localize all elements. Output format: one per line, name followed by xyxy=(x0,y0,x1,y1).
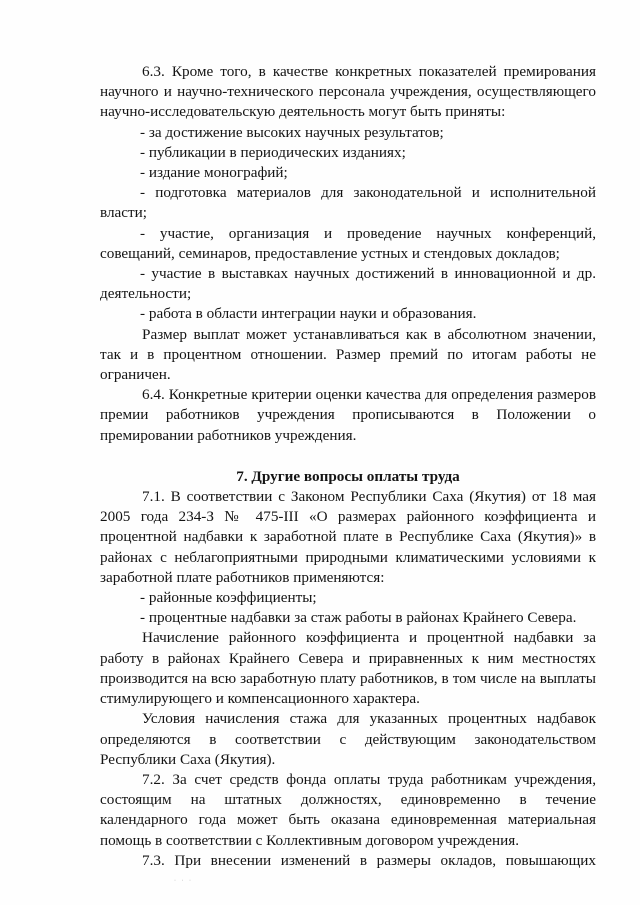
section-heading-7: 7. Другие вопросы оплаты труда xyxy=(236,467,460,485)
list-item: - участие, организация и проведение научных конференций, совещаний, семинаров, предоставление устных и стендовых докладов; xyxy=(100,224,596,262)
paragraph-7-3: 7.3. При внесении изменений в размеры окладов, повышающих xyxy=(142,851,596,869)
paragraph-conditions: Условия начисления стажа для указанных процентных надбавок определяются в соответствии с действующим законодательством Республики Саха (Якутия). xyxy=(100,710,596,768)
paragraph-accrual: Начисление районного коэффициента и процентной надбавки за работу в районах Крайнего Севера и приравненных к ним местностях производится на всю заработную плату работников, в том числе на выплаты стимулирующего и компенсационного характера. xyxy=(100,629,596,708)
paragraph-6-3: 6.3. Кроме того, в качестве конкретных показателей премирования научного и научно-технического персонала учреждения, осуществляющего научно-исследовательскую деятельность могут быть приняты: xyxy=(100,63,596,121)
list-item: - участие в выставках научных достижений в инновационной и др. деятельности; xyxy=(100,265,596,303)
list-item: - публикации в периодических изданиях; xyxy=(140,143,406,161)
list-item: - издание монографий; xyxy=(140,164,288,182)
list-item: - работа в области интеграции науки и образования. xyxy=(140,305,477,323)
list-item: - процентные надбавки за стаж работы в районах Крайнего Севера. xyxy=(140,609,577,627)
paragraph-7-1: 7.1. В соответствии с Законом Республики Саха (Якутия) от 18 мая 2005 года 234-З № 475-III «О размерах районного коэффициента и процентной надбавки к заработной плате в Республике Саха (Якутия)» в районах с неблагоприятными природными климатическими условиями к заработной плате работников применяются: xyxy=(100,488,596,586)
list-item: - подготовка материалов для законодательной и исполнительной власти; xyxy=(100,184,596,222)
paragraph-7-2: 7.2. За счет средств фонда оплаты труда работникам учреждения, состоящим на штатных должностях, единовременно в течение календарного года может быть оказана единовременная материальная помощь в соответствии с Коллективным договором учреждения. xyxy=(100,770,596,849)
list-item: - за достижение высоких научных результатов; xyxy=(140,123,444,141)
scan-speck: · · · xyxy=(174,878,193,884)
paragraph-payments: Размер выплат может устанавливаться как в абсолютном значении, так и в процентном отношении. Размер премий по итогам работы не ограничен. xyxy=(100,325,596,384)
paragraph-6-4: 6.4. Конкретные критерии оценки качества для определения размеров премии работников учреждения прописываются в Положении о премировании работников учреждения. xyxy=(100,386,596,444)
list-item: - районные коэффициенты; xyxy=(140,589,317,607)
document-body xyxy=(100,62,596,871)
